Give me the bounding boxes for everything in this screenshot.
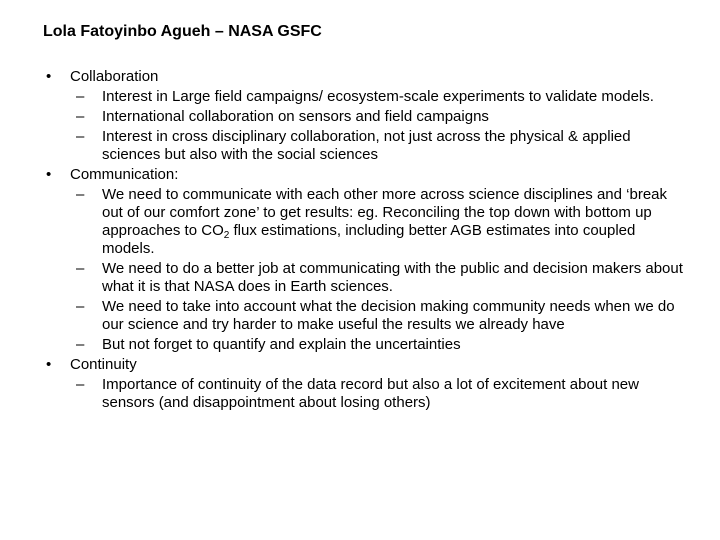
bullet-communication: [43, 166, 683, 184]
dash-marker: –: [76, 260, 85, 277]
dash-marker: –: [76, 186, 85, 203]
sub-bullet: [43, 108, 683, 126]
dash-marker: –: [76, 376, 85, 393]
sub-bullet-text-part: We need to communicate with each other more across science disciplines and ‘break out of our comfort zone’ to get results: eg. Reconciling the top down with bottom up approaches to CO: [102, 186, 668, 239]
sub-bullet-text: International collaboration on sensors and field campaigns: [102, 108, 489, 125]
sub-bullet: [43, 260, 683, 296]
bullet-heading: Collaboration: [70, 68, 159, 85]
sub-bullet-text: We need to take into account what the decision making community needs when we do our science and try harder to make useful the results we already have: [102, 298, 675, 333]
bullet-list: [43, 66, 683, 412]
co2-subscript: 2: [223, 230, 230, 241]
sub-bullet-text: Interest in Large field campaigns/ ecosystem-scale experiments to validate models.: [102, 88, 654, 105]
dash-marker: –: [76, 336, 85, 353]
bullet-marker: •: [46, 356, 52, 373]
sub-bullet-text: [102, 186, 667, 257]
bullet-heading: Communication:: [70, 166, 179, 183]
bullet-heading: Continuity: [70, 356, 137, 373]
sub-bullet-text: Interest in cross disciplinary collaboration, not just across the physical & applied sciences but also with the social sciences: [102, 128, 631, 163]
dash-marker: –: [76, 128, 85, 145]
sub-bullet-text-part: flux estimations, including better AGB estimates into coupled models.: [102, 222, 636, 257]
bullet-collaboration: [43, 68, 683, 86]
bullet-continuity: [43, 356, 683, 374]
sub-bullet: [43, 336, 683, 354]
bullet-marker: •: [46, 68, 52, 85]
sub-bullet: [43, 186, 683, 258]
sub-bullet: [43, 298, 683, 334]
sub-bullet-text: Importance of continuity of the data record but also a lot of excitement about new sensors (and disappointment about losing others): [102, 376, 639, 411]
dash-marker: –: [76, 298, 85, 315]
slide-title: Lola Fatoyinbo Agueh – NASA GSFC: [43, 23, 322, 40]
dash-marker: –: [76, 88, 85, 105]
bullet-marker: •: [46, 166, 52, 183]
dash-marker: –: [76, 108, 85, 125]
sub-bullet: [43, 376, 683, 412]
sub-bullet: [43, 88, 683, 106]
sub-bullet: [43, 128, 683, 164]
sub-bullet-text: We need to do a better job at communicating with the public and decision makers about what it is that NASA does in Earth sciences.: [102, 260, 683, 295]
sub-bullet-text: But not forget to quantify and explain the uncertainties: [102, 336, 461, 353]
